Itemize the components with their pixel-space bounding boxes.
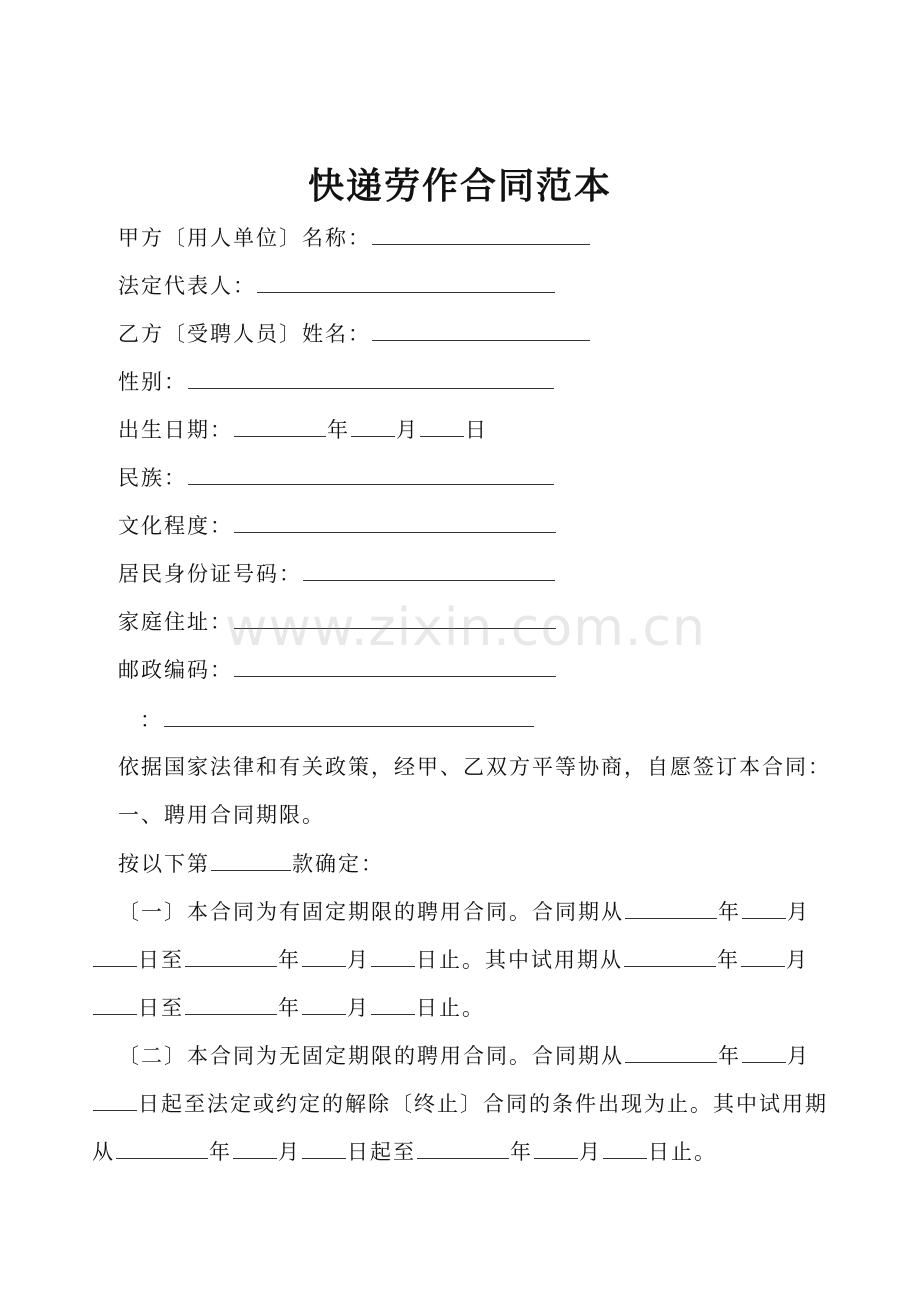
clause-2-line-1 [118, 1040, 810, 1071]
blank [93, 944, 137, 967]
birth-day-blank [420, 414, 464, 437]
end-text: 日止。 [648, 1140, 717, 1164]
choose-suffix: 款确定： [292, 852, 384, 876]
blank [742, 896, 786, 919]
blank [741, 944, 785, 967]
blank [233, 1136, 277, 1159]
party-a-blank [372, 222, 590, 245]
clause-1-line-3 [92, 992, 485, 1023]
choose-clause-line [118, 848, 384, 879]
ethnicity-line [118, 462, 555, 493]
unlabeled-line [140, 704, 535, 735]
month-unit: 月 [787, 900, 810, 924]
watermark: www.zixin.com.cn [225, 598, 706, 658]
blank [302, 1136, 346, 1159]
clause-2-line-2 [92, 1088, 828, 1119]
birth-day-unit: 日 [465, 418, 488, 442]
gender-blank [188, 366, 554, 389]
choose-prefix: 按以下第 [118, 852, 210, 876]
blank [116, 1136, 208, 1159]
blank [625, 896, 717, 919]
year-unit: 年 [718, 900, 741, 924]
party-b-label: 乙方〔受聘人员〕姓名： [118, 322, 371, 346]
blank [302, 992, 346, 1015]
unlabeled-colon: ： [140, 708, 163, 732]
blank [603, 1136, 647, 1159]
section-1-heading: 一、聘用合同期限。 [118, 803, 325, 827]
clause-2-line-3 [92, 1136, 717, 1167]
legal-rep-blank [257, 270, 555, 293]
education-label: 文化程度： [118, 514, 233, 538]
unlabeled-blank [164, 704, 534, 727]
id-label: 居民身份证号码： [118, 562, 302, 586]
gender-label: 性别： [118, 370, 187, 394]
year-unit: 年 [718, 1044, 741, 1068]
blank [742, 1040, 786, 1063]
choose-blank [211, 848, 291, 871]
blank [534, 1136, 578, 1159]
end-text: 日止。 [416, 996, 485, 1020]
month-unit: 月 [579, 1140, 602, 1164]
clause-1-line-2 [92, 944, 809, 975]
blank [371, 944, 415, 967]
birth-year-blank [234, 414, 326, 437]
birth-year-unit: 年 [327, 418, 350, 442]
year-unit: 年 [278, 996, 301, 1020]
id-blank [303, 558, 555, 581]
birth-month-unit: 月 [396, 418, 419, 442]
legal-rep-line [118, 270, 556, 301]
blank [93, 1088, 137, 1111]
blank [302, 944, 346, 967]
to-text: 日至 [138, 948, 184, 972]
gender-line [118, 366, 555, 397]
blank [185, 944, 277, 967]
party-b-blank [372, 318, 590, 341]
blank [624, 944, 716, 967]
clause-2-mid: 日起至法定或约定的解除〔终止〕合同的条件出现为止。其中试用期 [138, 1092, 828, 1116]
month-unit: 月 [347, 948, 370, 972]
legal-rep-label: 法定代表人： [118, 274, 256, 298]
party-a-label: 甲方〔用人单位〕名称： [118, 226, 371, 250]
blank [371, 992, 415, 1015]
month-unit: 月 [347, 996, 370, 1020]
postcode-label: 邮政编码： [118, 658, 233, 682]
birth-label: 出生日期： [118, 418, 233, 442]
blank [417, 1136, 509, 1159]
ethnicity-blank [188, 462, 554, 485]
id-line [118, 558, 556, 589]
month-unit: 月 [787, 1044, 810, 1068]
clause-1-lead: 〔一〕本合同为有固定期限的聘用合同。合同期从 [118, 900, 624, 924]
start-to-text: 日起至 [347, 1140, 416, 1164]
year-unit: 年 [209, 1140, 232, 1164]
year-unit: 年 [510, 1140, 533, 1164]
year-unit: 年 [278, 948, 301, 972]
ethnicity-label: 民族： [118, 466, 187, 490]
blank [625, 1040, 717, 1063]
month-unit: 月 [278, 1140, 301, 1164]
from-text: 从 [92, 1140, 115, 1164]
party-b-line [118, 318, 591, 349]
party-a-line [118, 222, 591, 253]
address-label: 家庭住址： [118, 610, 233, 634]
document-title: 快递劳作合同范本 [307, 165, 612, 207]
to-text: 日至 [138, 996, 184, 1020]
blank [93, 992, 137, 1015]
blank [185, 992, 277, 1015]
clause-1-mid: 日止。其中试用期从 [416, 948, 623, 972]
birth-month-blank [351, 414, 395, 437]
year-unit: 年 [717, 948, 740, 972]
birth-line [118, 414, 488, 445]
clause-1-line-1 [118, 896, 810, 927]
education-blank [234, 510, 556, 533]
clause-2-lead: 〔二〕本合同为无固定期限的聘用合同。合同期从 [118, 1044, 624, 1068]
education-line [118, 510, 557, 541]
postcode-line [118, 654, 557, 685]
intro-paragraph: 依据国家法律和有关政策，经甲、乙双方平等协商，自愿签订本合同： [118, 755, 831, 779]
month-unit: 月 [786, 948, 809, 972]
